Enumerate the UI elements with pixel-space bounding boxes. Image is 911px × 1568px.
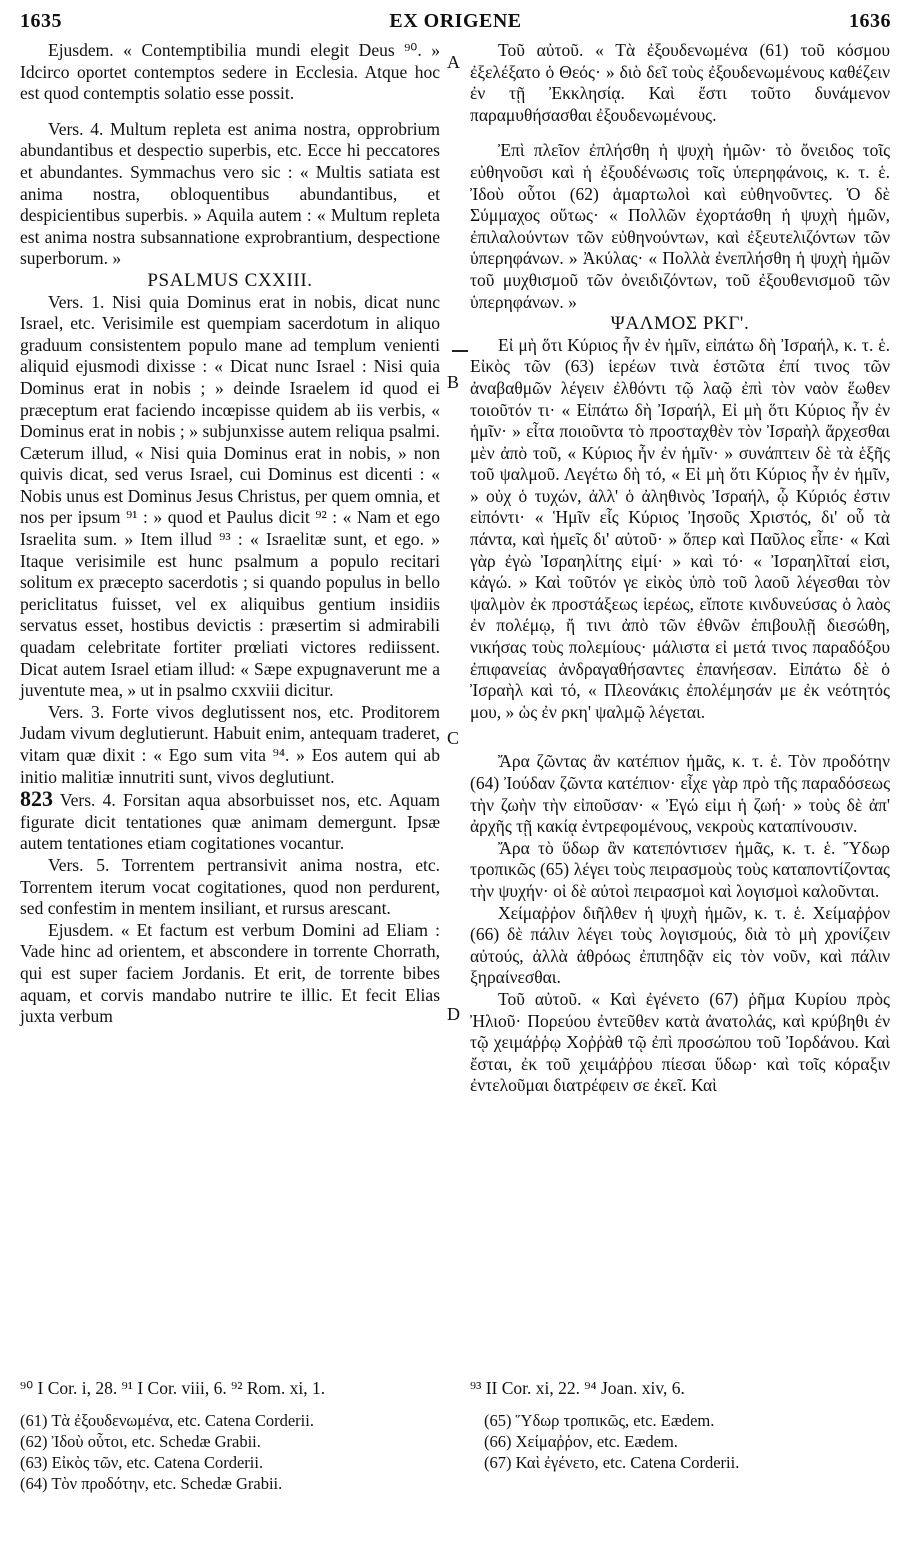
latin-paragraph-1: Ejusdem. « Contemptibilia mundi elegit Deus ⁹⁰. » Idcirco oportet contemptos sedere in Ecclesia. Atque hoc est quod contemptis solatio esse possit. bbox=[20, 40, 440, 104]
note-67: (67) Καὶ ἐγένετο, etc. Catena Corderii. bbox=[484, 1453, 740, 1472]
latin-paragraph-3: Vers. 1. Nisi quia Dominus erat in nobis, dicat nunc Israel, etc. Verisimile est quempiam sacerdotum in aliquo graduum consistentem populo mane ad templum venienti aliquid ejusmodi dixisse : « Dicat nunc Israel : Nisi quia Dominus erat in nobis ; » deinde Israelem id quod ei præceptum erat faciendo incœpisse quidem ab iis verbis, « Dominus erat in nobis ; » subjunxisse autem reliqua psalmi. Cæterum illud, « Nisi quia Dominus erat in nobis, » non quivis dicat, sed verus Israel, cui Dominus est dicenti : « Nobis unus est Dominus Jesus Christus, per quem omnia, et nos per ipsum ⁹¹ : » quod et Paulus dicit ⁹² : « Nam et ego Israelita sum. » Item illud ⁹³ : « Israelitæ sunt, et ego. » Itaque verisimile est hunc psalmum a populo recitari solitum ex præcepto sacerdotis ; si quando populus in bello periclitatus fuisset, vel ex aliquibus gentium insidiis servatus esset, hostibus devictis : præsertim si admirabili quadam celebritate fortiter prœliati victores rediissent. Dicat autem Israel etiam illud: « Sæpe expugnaverunt me a juventute mea, » ut in psalmo cxxviii dicitur. bbox=[20, 291, 440, 701]
running-header bbox=[0, 10, 911, 40]
note-61: (61) Τὰ ἐξουδενωμένα, etc. Catena Corderii. bbox=[20, 1411, 314, 1430]
latin-paragraph-2: Vers. 4. Multum repleta est anima nostra, opprobrium abundantibus et despectio superbis, etc. Ecce hi peccatores et abundantes. Symmachus vero sic : « Multis satiata est anima nostra, obloquentibus abundantibus, et despicientibus superbis. » Aquila autem : « Multum repleta est anima nostra subsannatione exprobrantium, despectione superborum. » bbox=[20, 118, 440, 269]
note-64: (64) Τὸν προδότην, etc. Schedæ Grabii. bbox=[20, 1474, 283, 1493]
greek-paragraph-7: Τοῦ αὐτοῦ. « Καὶ ἐγένετο (67) ῥῆμα Κυρίου πρὸς Ἠλιοῦ· Πορεύου ἐντεῦθεν κατὰ ἀνατολάς, καὶ κρύβηθι ἐν τῷ χειμάῤῥῳ Χοῤῥὰθ τῷ ἐπὶ προσώπου τοῦ Ἰορδάνου. Καὶ ἔσται, ἐκ τοῦ χειμάῤῥου πίεσαι ὕδωρ· καὶ τοῖς κόραξιν ἐντελοῦμαι διατρέφειν σε ἐκεῖ. Καὶ bbox=[470, 988, 890, 1096]
greek-paragraph-6: Χείμαῤῥον διῆλθεν ἡ ψυχὴ ἡμῶν, κ. τ. ἑ. Χείμαῤῥον (66) δὲ πάλιν λέγει τοὺς λογισμούς, διὰ τὸ μὴ χρονίζειν αὐτούς, ἀλλὰ ἀθρόως ἐπιπηδᾷν εἰς τὸν νοῦν, καὶ πάλιν ξηραίνεσθαι. bbox=[470, 902, 890, 988]
margin-marker-b: B bbox=[447, 372, 460, 392]
greek-paragraph-5: Ἄρα τὸ ὕδωρ ἂν κατεπόντισεν ἡμᾶς, κ. τ. ἑ. Ὕδωρ τροπικῶς (65) λέγει τοὺς πειρασμοὺς τοὺς καταποντίζοντας τὴν ψυχήν· οἱ δὲ αὐτοὶ πειρασμοὶ καὶ λογισμοὶ καλοῦνται. bbox=[470, 837, 890, 901]
column-divider bbox=[452, 350, 468, 352]
latin-paragraph-5: 823 Vers. 4. Forsitan aqua absorbuisset nos, etc. Aquam figurate dicit tentationes quæ animam demergunt. Ipsæ autem tentationes etiam cogitationes vocantur. bbox=[20, 786, 440, 854]
latin-paragraph-4: Vers. 3. Forte vivos deglutissent nos, etc. Proditorem Judam vivum deglutierunt. Habuit enim, antequam traderet, vitam quæ dixit : « Ego sum vita ⁹⁴. » Eos autem qui ab initio malitiæ innutriti sunt, vivos deglutiunt. bbox=[20, 701, 440, 787]
note-63: (63) Εἰκὸς τῶν, etc. Catena Corderii. bbox=[20, 1453, 264, 1472]
greek-paragraph-1: Τοῦ αὐτοῦ. « Τὰ ἐξουδενωμένα (61) τοῦ κόσμου ἐξελέξατο ὁ Θεός· » διὸ δεῖ τοὺς ἐξουδενωμένους καθέζειν ἐν τῇ Ἐκκλησίᾳ. Καὶ ἔστι τοῦτο δυνάμενον παραμυθήσασθαι ἐξουδενωμένους. bbox=[470, 40, 890, 125]
greek-paragraph-3: Εἰ μὴ ὅτι Κύριος ἦν ἐν ἡμῖν, εἰπάτω δὴ Ἰσραήλ, κ. τ. ἑ. Εἰκὸς τῶν (63) ἱερέων τινὰ ἑστῶτα ἐπί τινος τῶν ἀναβαθμῶν λέγειν ἐλθόντι τῷ λαῷ ἐπὶ τὸν ναὸν ἕωθεν τοιοῦτόν τι· « Εἰπάτω δὴ Ἰσραήλ, Εἰ μὴ ὅτι Κύριος ἦν ἐν ἡμῖν· » εἶτα ποιοῦντα τὸ προσταχθὲν τὸν Ἰσραὴλ ἄρχεσθαι μὲν ἀπὸ τοῦ, « Κύριος ἦν ἐν ἡμῖν· » συνάπτειν δὲ τὰ ἑξῆς τοῦ ψαλμοῦ. Λεγέτω δὴ τό, « Εἰ μὴ ὅτι Κύριος ἦν ἐν ἡμῖν, » οὐχ ὁ τυχών, ἀλλ' ὁ ἀληθινὸς Ἰσραήλ, ᾧ Κύριός ἐστιν εἰπόντι· « Ἡμῖν εἷς Κύριος Ἰησοῦς Χριστός, δι' οὗ τὰ πάντα, καὶ ἡμεῖς δι' αὐτοῦ· » ὅπερ καὶ Παῦλος εἶπε· « Καὶ γὰρ ἐγὼ Ἰσραηλίτης εἰμί· » καὶ τό· « Ἰσραηλῖταί εἰσι, κἀγώ. » Καὶ τοῦτόν γε εἰκὸς ὑπὸ τοῦ λαοῦ λέγεσθαι τὸν ψαλμὸν ἐκ προστάξεως ἱερέως, εἴποτε κινδυνεύσας ὁ λαὸς ἐν πολέμῳ, ἤ τινι ἀπὸ τῶν ἐθνῶν ἐπιβουλῇ διεσώθη, νικήσας τοὺς πολεμίους· μάλιστα εἰ μετά τινος παραδόξου ἐπιφανείας ἀνδραγαθήσαντες ἐπανήεσαν. Εἰπάτω δὲ ὁ Ἰσραὴλ καὶ τό, « Πλεονάκις ἐπολέμησάν με ἐκ νεότητός μου, » ὡς ἐν ρκη' ψαλμῷ λέγεται. bbox=[470, 334, 890, 722]
greek-paragraph-4: Ἄρα ζῶντας ἂν κατέπιον ἡμᾶς, κ. τ. ἑ. Τὸν προδότην (64) Ἰούδαν ζῶντα κατέπιον· εἶχε γὰρ πρὸ τῆς παραδόσεως τὴν ζωὴν τὴν εἰποῦσαν· « Ἐγώ εἰμι ἡ ζωή· » τοὺς δὲ ἀπ' ἀρχῆς τῇ κακίᾳ ἐντρεφομένους, νεκροὺς καταπίνουσιν. bbox=[470, 751, 890, 837]
margin-marker-c: C bbox=[447, 728, 460, 748]
latin-column bbox=[20, 40, 440, 1028]
greek-paragraph-2: Ἐπὶ πλεῖον ἐπλήσθη ἡ ψυχὴ ἡμῶν· τὸ ὄνειδος τοῖς εὐθηνοῦσι καὶ ἡ ἐξουδένωσις τοῖς ὑπερηφάνοις, κ. τ. ἑ. Ἰδοὺ οὗτοι (62) ἁμαρτωλοὶ καὶ εὐθηνοῦντες. Ὁ δὲ Σύμμαχος οὕτως· « Πολλῶν ἐχορτάσθη ἡ ψυχὴ ἡμῶν, ἐπιλαλούντων τῶν εὐθηνούντων, καὶ ἐξευτελιζόντων τῶν ὑπερηφάνων. » Ἀκύλας· « Πολλὰ ἐνεπλήσθη ἡ ψυχὴ ἡμῶν τοῦ μυχθισμοῦ τῶν ὀνειδιζόντων, τοῦ ἐξουθενισμοῦ τῶν ὑπερηφάνων. » bbox=[470, 140, 890, 312]
latin-psalm-title: PSALMUS CXXIII. bbox=[147, 269, 313, 291]
page-number-right: 1636 bbox=[849, 10, 891, 32]
latin-paragraph-6: Vers. 5. Torrentem pertransivit anima nostra, etc. Torrentem iterum vocat cogitationes, quod non perdurent, sed confestim in mentem insiliant, et rursus arescant. bbox=[20, 854, 440, 919]
greek-psalm-title: ΨΑΛΜΟΣ ΡΚΓ'. bbox=[610, 313, 750, 335]
column-number: 823 bbox=[20, 786, 53, 812]
editor-notes-right bbox=[484, 1410, 894, 1473]
running-title: EX ORIGENE bbox=[389, 10, 522, 32]
margin-marker-d: D bbox=[447, 1004, 460, 1024]
latin-paragraph-7: Ejusdem. « Et factum est verbum Domini ad Eliam : Vade hinc ad orientem, et abscondere in torrente Chorrath, qui est super faciem Jordanis. Et erit, de torrente bibes aquam, et corvis mandabo nutrire te illic. Et fecit Elias juxta verbum bbox=[20, 919, 440, 1027]
note-66: (66) Χείμαῤῥον, etc. Eædem. bbox=[484, 1432, 678, 1451]
editor-notes-left bbox=[20, 1410, 440, 1494]
greek-column bbox=[470, 40, 890, 1097]
footnote-right: ⁹³ II Cor. xi, 22. ⁹⁴ Joan. xiv, 6. bbox=[470, 1378, 685, 1398]
page-number-left: 1635 bbox=[20, 10, 62, 32]
footnote-left: ⁹⁰ I Cor. i, 28. ⁹¹ I Cor. viii, 6. ⁹² Rom. xi, 1. bbox=[20, 1378, 326, 1398]
note-65: (65) Ὕδωρ τροπικῶς, etc. Eædem. bbox=[484, 1411, 715, 1430]
margin-marker-a: A bbox=[447, 52, 460, 72]
note-62: (62) Ἰδοὺ οὗτοι, etc. Schedæ Grabii. bbox=[20, 1432, 261, 1451]
